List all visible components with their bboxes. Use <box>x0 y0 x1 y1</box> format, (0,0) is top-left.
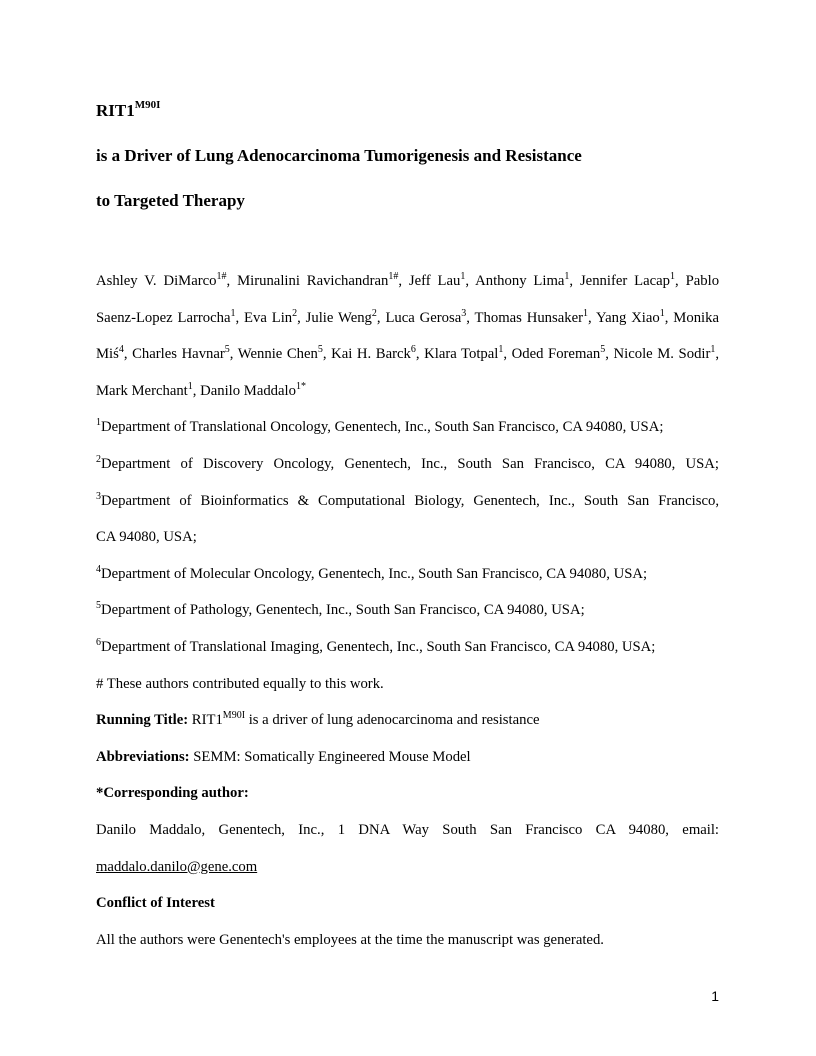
author-affiliation-superscript: 6 <box>410 344 416 356</box>
author <box>424 346 503 362</box>
affiliation-text: Department of Translational Oncology, Genentech, Inc., South San Francisco, CA 94080, USA; <box>101 419 664 436</box>
author-affiliation-superscript: 1 <box>460 271 466 282</box>
author <box>580 273 675 289</box>
manuscript-title-page <box>96 88 719 958</box>
corresponding-author-details <box>96 812 719 885</box>
title-spacer <box>96 223 719 263</box>
author-affiliation-superscript: 1 <box>498 344 504 356</box>
running-title <box>96 702 719 739</box>
affiliation-number: 1 <box>96 417 101 429</box>
author-name: Julie Weng <box>305 309 372 326</box>
affiliation <box>96 556 719 593</box>
author-list: Ashley V. DiMarco$^{1\#}$, Mirunalini Ravichandran$^{1\#}$, Jeff Lau$^1$, Anthony Lima$^1$, Jennifer Lacap$^1$, Pablo Saenz-Lopez Larrocha$^1$, Eva Lin$^2$, Julie Weng$^2$, Luca Gerosa$^3$, Thomas Hunsaker$^1$, Yang Xiao$^1$, Monika Miś$^4$, Charles Havnar$^5$, Wennie Chen$^5$, Kai H. Barck$^6$, Klara Totpal$^1$, Oded Foreman$^5$, Nicole M. Sodir$^1$, Mark Merchant$^1$, Danilo Maddalo$^{1*}$ <box>96 271 720 399</box>
affiliation-line <box>96 409 719 446</box>
author-affiliation-superscript: 1* <box>295 380 306 392</box>
author <box>237 273 398 289</box>
author <box>409 273 465 289</box>
title-line-1-rest: is a Driver of Lung Adenocarcinoma Tumorigenesis and Resistance <box>96 146 582 165</box>
affiliation-line <box>96 483 719 520</box>
author-name: Wennie Chen <box>237 346 318 363</box>
equal-contribution-note: # These authors contributed equally to this work. <box>96 675 384 692</box>
corresponding-author-label: *Corresponding author: <box>96 785 249 802</box>
affiliation-list <box>96 409 719 665</box>
author-affiliation-superscript: 2 <box>292 307 298 319</box>
affiliation <box>96 629 719 666</box>
affiliation-number: 2 <box>96 453 101 465</box>
affiliation <box>96 483 719 556</box>
page-number: 1 <box>711 988 719 1004</box>
affiliation-number: 5 <box>96 600 101 612</box>
author-affiliation-superscript: 1 <box>670 271 676 282</box>
running-title-gene: RIT1 <box>188 712 223 729</box>
author-affiliation-superscript: 2 <box>371 307 377 319</box>
author <box>96 273 227 289</box>
affiliation-text: Department of Translational Imaging, Genentech, Inc., South San Francisco, CA 94080, USA; <box>101 638 656 655</box>
author-name: Mark Merchant <box>96 382 188 399</box>
author-name: Yang Xiao <box>596 309 660 326</box>
affiliation-line <box>96 446 719 483</box>
conflict-of-interest-text: All the authors were Genentech's employees at the time the manuscript was generated. <box>96 931 604 948</box>
title-gene: RIT1 <box>96 101 135 120</box>
author-affiliation-superscript: 1 <box>659 307 665 319</box>
author <box>331 346 416 362</box>
author <box>474 307 588 326</box>
author-affiliation-superscript: 1 <box>564 271 570 282</box>
author-affiliation-superscript: 3 <box>461 307 467 319</box>
author-name: Oded Foreman <box>511 346 601 363</box>
affiliation-text: Department of Molecular Oncology, Genentech, Inc., South San Francisco, CA 94080, USA; <box>101 565 648 582</box>
author <box>238 346 323 362</box>
running-title-label: Running Title: <box>96 712 189 729</box>
affiliation-line <box>96 592 719 629</box>
corresponding-author-address: Danilo Maddalo, Genentech, Inc., 1 DNA Way South San Francisco CA 94080, email: <box>96 821 719 838</box>
author <box>596 307 665 326</box>
affiliation-text: Department of Bioinformatics & Computational Biology, Genentech, Inc., South San Francisco, <box>101 492 719 509</box>
author-name: Jennifer Lacap <box>579 273 671 289</box>
affiliation <box>96 446 719 483</box>
affiliation-text: Department of Pathology, Genentech, Inc., South San Francisco, CA 94080, USA; <box>101 602 585 619</box>
running-title-mutation: M90I <box>222 710 246 722</box>
author <box>200 380 306 399</box>
author-affiliation-superscript: 5 <box>317 344 323 356</box>
author-name: Nicole M. Sodir <box>613 346 711 363</box>
author-affiliation-superscript: 5 <box>224 344 230 356</box>
running-title-text: is a driver of lung adenocarcinoma and resistance <box>245 712 540 729</box>
affiliation-line <box>96 629 719 666</box>
author <box>244 307 298 326</box>
author <box>385 307 467 326</box>
author-name: Luca Gerosa <box>385 309 462 326</box>
author-affiliation-superscript: 5 <box>600 344 606 356</box>
author-name: Eva Lin <box>244 309 293 326</box>
author-name: Anthony Lima <box>475 273 565 289</box>
author <box>305 307 377 326</box>
affiliation <box>96 409 719 446</box>
author <box>512 346 606 362</box>
affiliation-number: 6 <box>96 636 101 648</box>
author-affiliation-superscript: 1# <box>216 271 227 282</box>
affiliation-line <box>96 556 719 593</box>
affiliation-text-continued: CA 94080, USA; <box>96 529 197 546</box>
title-mutation-superscript: M90I <box>134 99 161 111</box>
author <box>96 380 193 399</box>
author-affiliation-superscript: 1 <box>583 307 588 319</box>
author-affiliation-superscript: 1# <box>388 271 399 282</box>
abbreviations-text: SEMM: Somatically Engineered Mouse Model <box>189 748 471 765</box>
author-affiliation-superscript: 1 <box>230 307 236 319</box>
author <box>132 346 230 362</box>
author <box>614 346 716 362</box>
author-name: Charles Havnar <box>132 346 225 363</box>
abbreviations-label: Abbreviations: <box>96 748 190 765</box>
author <box>475 273 569 289</box>
affiliation-number: 4 <box>96 563 101 575</box>
author-name: Thomas Hunsaker <box>474 309 583 326</box>
author-name: Klara Totpal <box>424 346 499 363</box>
author-name: Pablo Saenz-Lopez Larrocha <box>96 273 720 326</box>
conflict-of-interest-label: Conflict of Interest <box>96 895 215 912</box>
affiliation-number: 3 <box>96 490 101 502</box>
author-name: Kai H. Barck <box>331 346 411 363</box>
author-affiliation-superscript: 1 <box>187 380 193 392</box>
corresponding-author-email-link[interactable]: maddalo.danilo@gene.com <box>96 858 258 875</box>
author-name: Ashley V. DiMarco <box>96 273 217 289</box>
paper-title-line-2: to Targeted Therapy <box>96 191 245 210</box>
author-name: Monika Miś <box>96 309 719 363</box>
abbreviations <box>96 739 719 776</box>
affiliation <box>96 592 719 629</box>
author-affiliation-superscript: 1 <box>710 344 716 356</box>
author-name: Jeff Lau <box>408 273 461 289</box>
affiliation-text: Department of Discovery Oncology, Genentech, Inc., South San Francisco, CA 94080, USA; <box>101 455 719 472</box>
author-name: Danilo Maddalo <box>200 382 296 399</box>
author-name: Mirunalini Ravichandran <box>237 273 389 289</box>
author-affiliation-superscript: 4 <box>118 344 124 356</box>
paper-title <box>96 88 719 223</box>
paper-title-line-1 <box>96 88 719 133</box>
